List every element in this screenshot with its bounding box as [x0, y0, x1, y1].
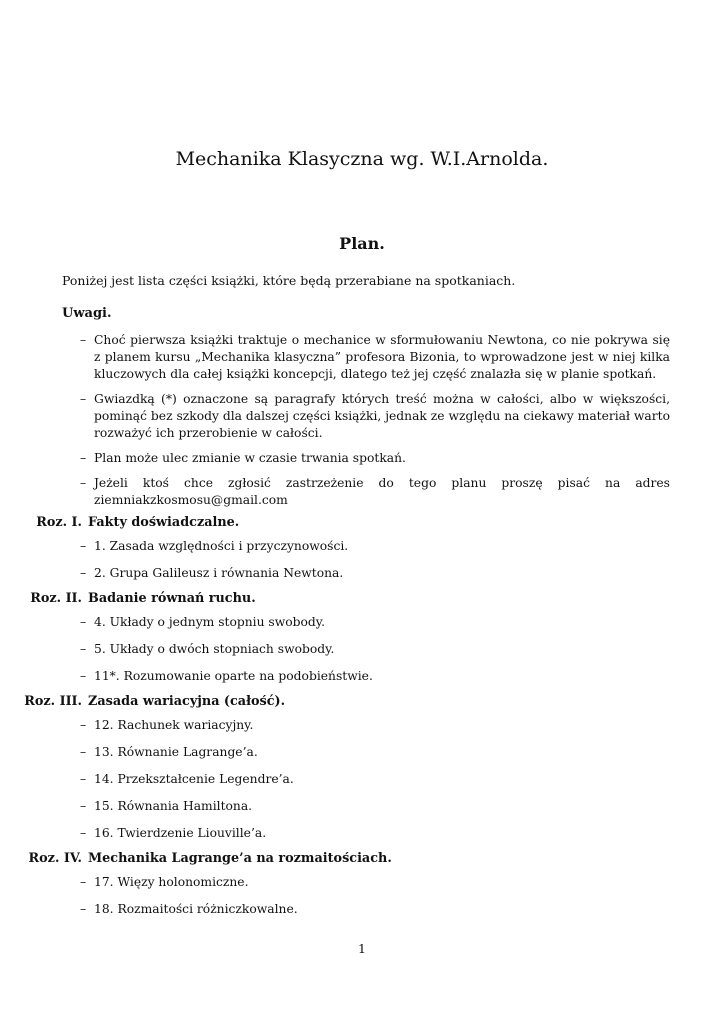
- list-item: [0, 533, 724, 560]
- list-item: [0, 636, 724, 663]
- item-text: 18. Rozmaitości różniczkowalne.: [94, 902, 298, 916]
- item-text: 11*. Rozumowanie oparte na podobieństwie.: [94, 669, 373, 683]
- note-item: [80, 332, 670, 383]
- dash-marker: –: [80, 902, 87, 916]
- chapter-title: Fakty doświadczalne.: [88, 514, 240, 530]
- intro-paragraph: Poniżej jest lista części książki, które będą przerabiane na spotkaniach.: [62, 273, 516, 288]
- list-item: [0, 739, 724, 766]
- chapter-title: Badanie równań ruchu.: [88, 590, 256, 606]
- chapter-items: [0, 869, 724, 923]
- chapters-list: [0, 511, 724, 923]
- chapter-title: Zasada wariacyjna (całość).: [88, 693, 286, 709]
- chapter-title: Mechanika Lagrange’a na rozmaitościach.: [88, 850, 392, 866]
- item-text: 17. Więzy holonomiczne.: [94, 875, 249, 889]
- chapter-2: [0, 587, 724, 690]
- chapter-heading: [0, 587, 724, 609]
- dash-marker: –: [80, 669, 87, 683]
- chapter-heading: [0, 847, 724, 869]
- chapter-items: [0, 609, 724, 690]
- dash-marker: –: [80, 826, 87, 840]
- list-item: [0, 560, 724, 587]
- dash-marker: –: [80, 476, 87, 490]
- page-number: 1: [358, 941, 366, 956]
- chapter-3: [0, 690, 724, 847]
- note-text: Choć pierwsza książki traktuje o mechanice w sformułowaniu Newtona, co nie pokrywa się z planem kursu „Mechanika klasyczna” profesora Bizonia, to wprowadzone jest w niej kilka kluczowych dla całej książki koncepcji, dlatego też jej część znalazła się w planie spotkań.: [94, 333, 670, 381]
- plan-heading: Plan.: [339, 234, 385, 253]
- item-text: 4. Układy o jednym stopniu swobody.: [94, 615, 326, 629]
- dash-marker: –: [80, 392, 87, 406]
- chapter-number: Roz. I.: [36, 514, 82, 530]
- dash-marker: –: [80, 772, 87, 786]
- chapter-number: Roz. II.: [30, 590, 82, 606]
- document-title: Mechanika Klasyczna wg. W.I.Arnolda.: [175, 148, 549, 170]
- item-text: 13. Równanie Lagrange’a.: [94, 745, 258, 759]
- item-text: 14. Przekształcenie Legendre’a.: [94, 772, 294, 786]
- dash-marker: –: [80, 615, 87, 629]
- item-text: 1. Zasada względności i przyczynowości.: [94, 539, 349, 553]
- notes-list: [80, 332, 670, 517]
- note-text: Gwiazdką (*) oznaczone są paragrafy których treść można w całości, albo w większości, pominąć bez szkody dla dalszej części książki, jednak ze względu na ciekawy materiał warto rozważyć ich przerobienie w całości.: [94, 392, 670, 440]
- dash-marker: –: [80, 333, 87, 347]
- note-item: [80, 391, 670, 442]
- chapter-1: [0, 511, 724, 587]
- item-text: 16. Twierdzenie Liouville’a.: [94, 826, 267, 840]
- note-item: [80, 475, 670, 509]
- list-item: [0, 663, 724, 690]
- item-text: 15. Równania Hamiltona.: [94, 799, 253, 813]
- dash-marker: –: [80, 451, 87, 465]
- item-text: 12. Rachunek wariacyjny.: [94, 718, 254, 732]
- list-item: [0, 793, 724, 820]
- dash-marker: –: [80, 875, 87, 889]
- list-item: [0, 712, 724, 739]
- chapter-heading: [0, 511, 724, 533]
- note-text: Jeżeli ktoś chce zgłosić zastrzeżenie do tego planu proszę pisać na adres ziemniakzkosmosu@gmail.com: [94, 476, 670, 507]
- dash-marker: –: [80, 539, 87, 553]
- notes-heading: Uwagi.: [62, 306, 112, 321]
- item-text: 5. Układy o dwóch stopniach swobody.: [94, 642, 335, 656]
- dash-marker: –: [80, 642, 87, 656]
- dash-marker: –: [80, 799, 87, 813]
- chapter-items: [0, 712, 724, 847]
- chapter-heading: [0, 690, 724, 712]
- list-item: [0, 820, 724, 847]
- list-item: [0, 896, 724, 923]
- list-item: [0, 766, 724, 793]
- dash-marker: –: [80, 718, 87, 732]
- note-text: Plan może ulec zmianie w czasie trwania spotkań.: [94, 451, 406, 465]
- chapter-items: [0, 533, 724, 587]
- chapter-number: Roz. III.: [24, 693, 82, 709]
- note-item: [80, 450, 670, 467]
- chapter-number: Roz. IV.: [28, 850, 82, 866]
- dash-marker: –: [80, 566, 87, 580]
- dash-marker: –: [80, 745, 87, 759]
- chapter-4: [0, 847, 724, 923]
- list-item: [0, 869, 724, 896]
- list-item: [0, 609, 724, 636]
- item-text: 2. Grupa Galileusz i równania Newtona.: [94, 566, 344, 580]
